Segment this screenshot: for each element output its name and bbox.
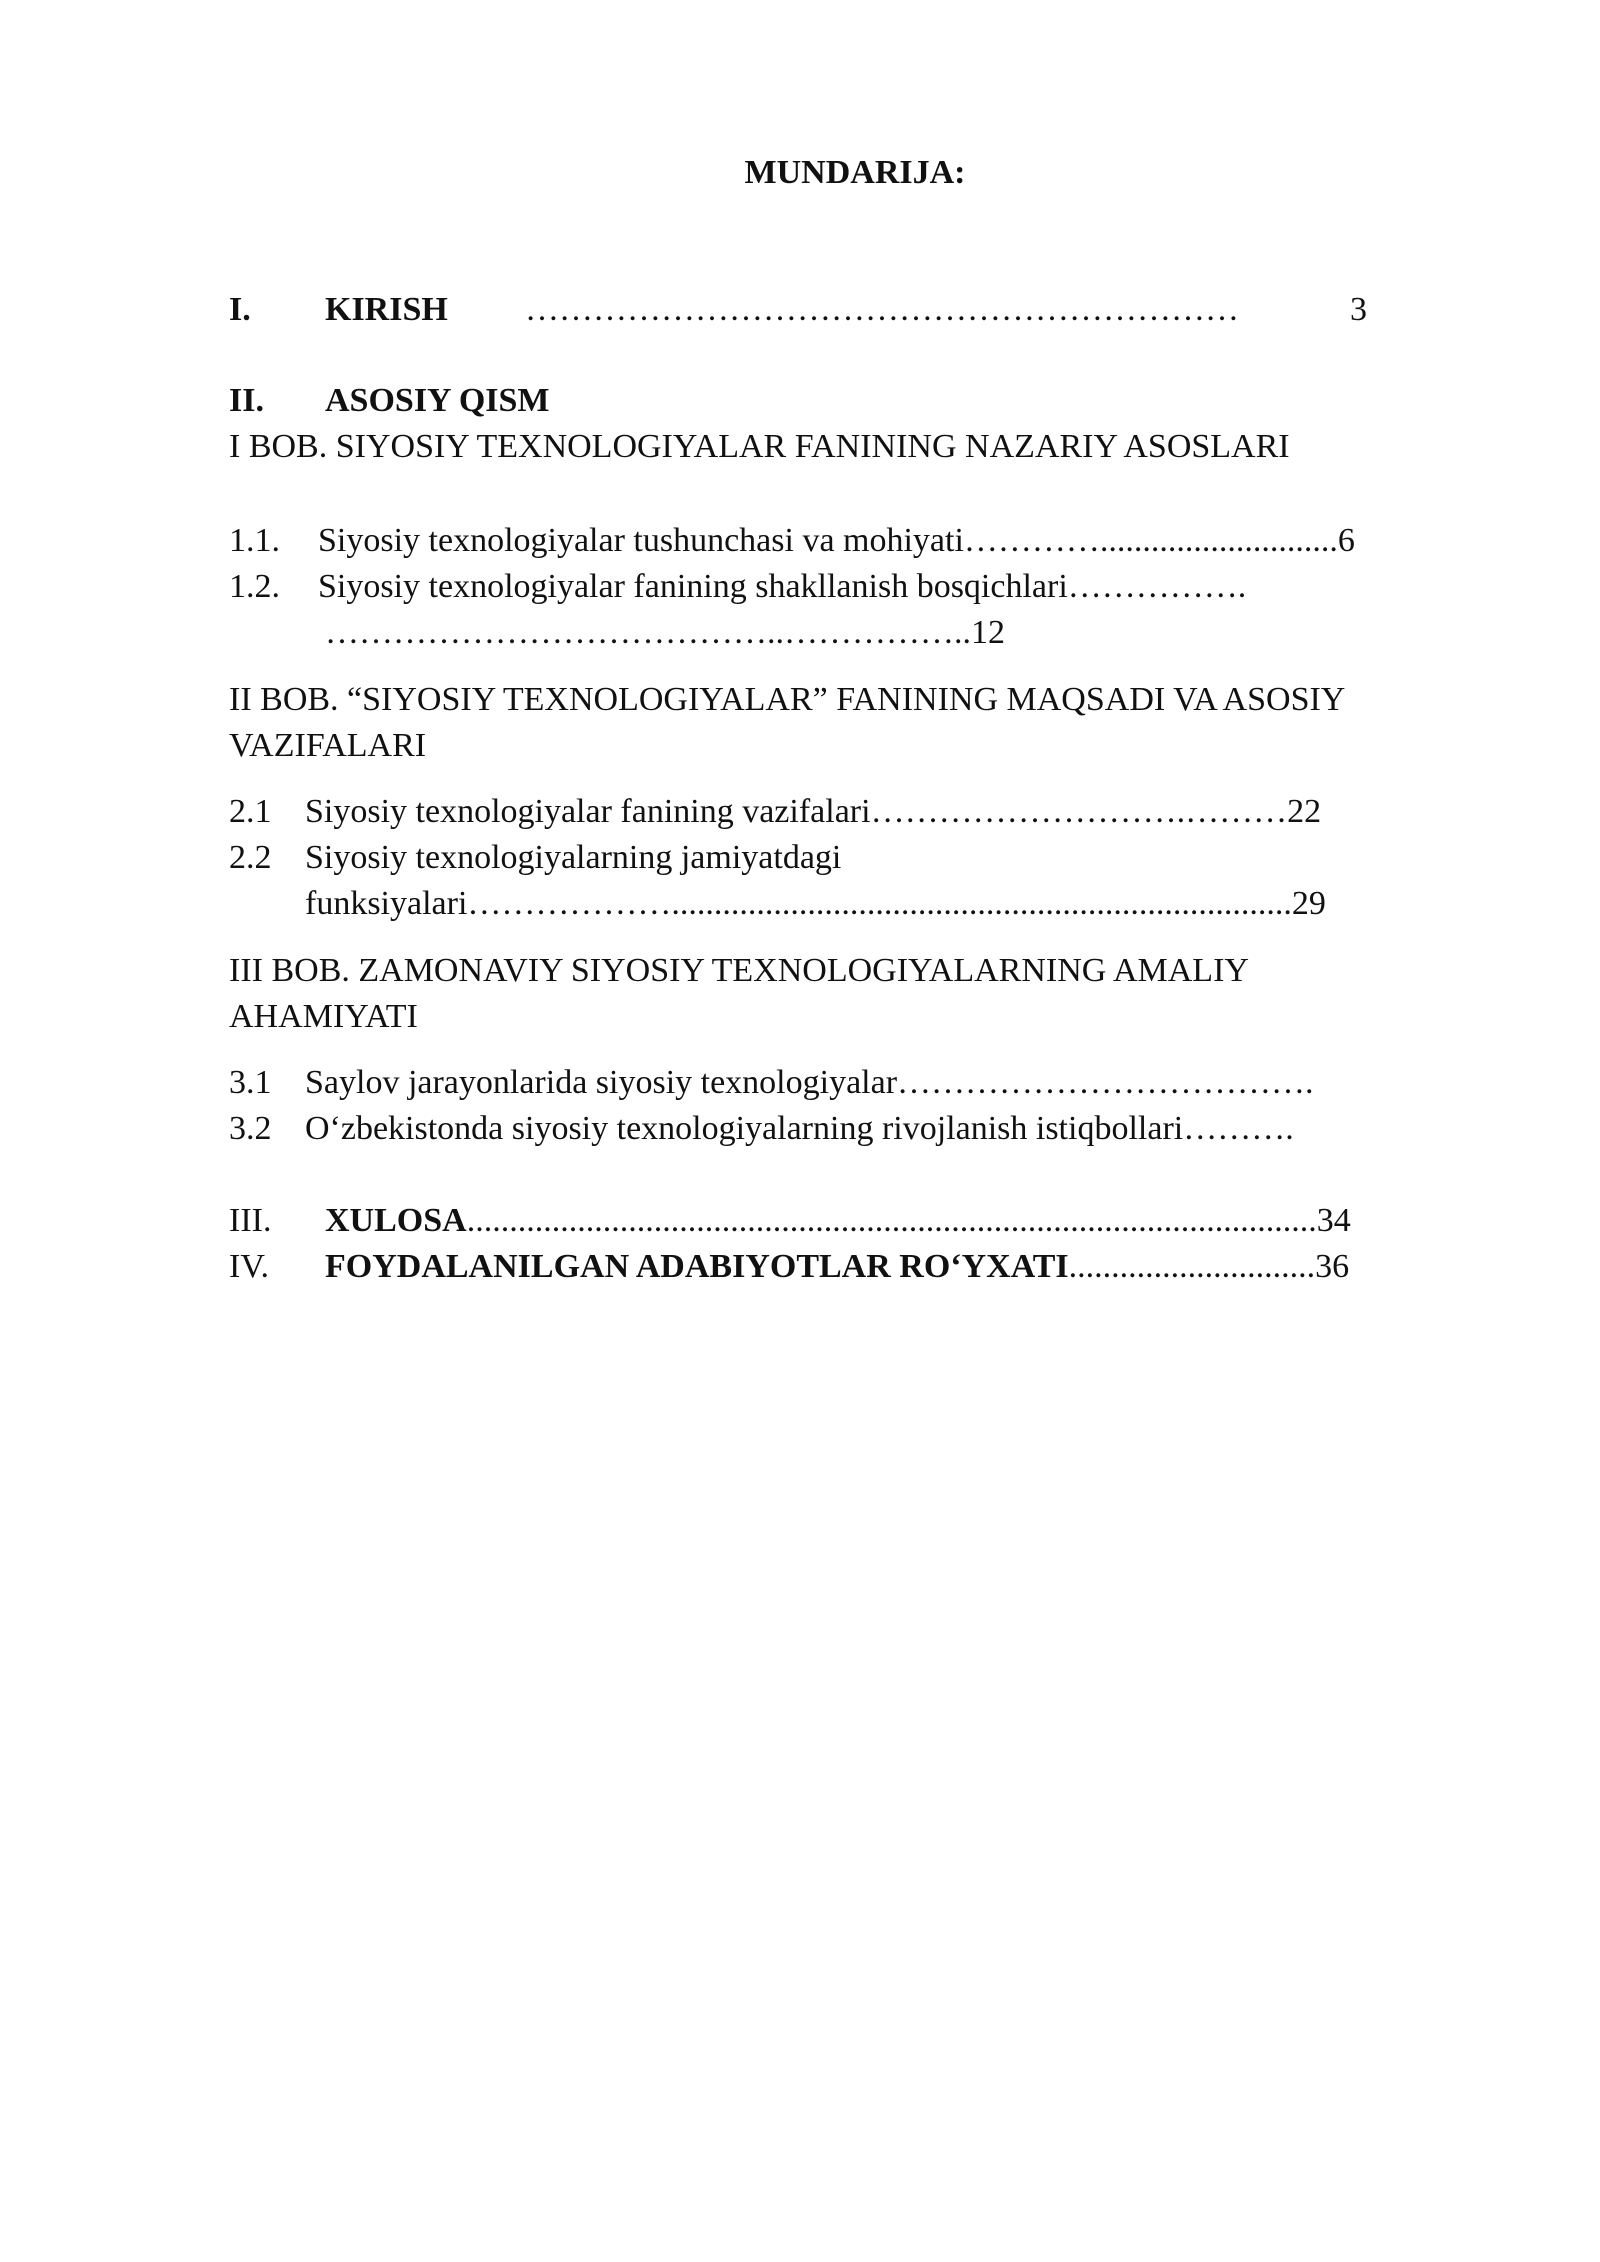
section-3-1-text: Saylov jarayonlarida siyosiy texnologiyalar………………………………. — [305, 1064, 1314, 1101]
section-1-2-continuation: …………………………………..……………..12 — [325, 614, 1005, 651]
section-3-2-number: 3.2 — [229, 1110, 272, 1147]
kirish-numeral: I. — [229, 291, 251, 328]
xulosa-page: 34 — [1316, 1202, 1351, 1239]
section-2-2-text: Siyosiy texnologiyalarning jamiyatdagi — [305, 839, 842, 876]
section-1-2-number: 1.2. — [229, 568, 280, 605]
chapter-2-heading-line2: VAZIFALARI — [229, 727, 427, 764]
section-1-1-text: Siyosiy texnologiyalar tushunchasi va mohiyati…………............................6 — [318, 522, 1355, 559]
adabiyot-entry — [325, 1244, 1349, 1290]
kirish-page: 3 — [1350, 291, 1367, 328]
xulosa-dots: .................................................................................................... — [466, 1202, 1317, 1239]
adabiyot-dots: ............................. — [1068, 1248, 1316, 1285]
section-2-1-text: Siyosiy texnologiyalar fanining vazifalari……………………….………22 — [305, 793, 1322, 830]
chapter-3-heading-line2: AHAMIYATI — [229, 998, 418, 1035]
adabiyot-numeral: IV. — [229, 1248, 269, 1285]
section-2-2-continuation: funksiyalari……………….........................................................................29 — [305, 885, 1326, 922]
section-1-1-number: 1.1. — [229, 522, 280, 559]
section-1-2-text: Siyosiy texnologiyalar fanining shakllanish bosqichlari……………. — [318, 568, 1247, 605]
adabiyot-label: FOYDALANILGAN ADABIYOTLAR RO‘YXATI — [325, 1248, 1069, 1285]
chapter-2-heading-line1: II BOB. “SIYOSIY TEXNOLOGIYALAR” FANINING MAQSADI VA ASOSIY — [229, 681, 1346, 718]
chapter-1-heading: I BOB. SIYOSIY TEXNOLOGIYALAR FANINING NAZARIY ASOSLARI — [229, 428, 1290, 465]
section-3-1-number: 3.1 — [229, 1064, 272, 1101]
section-2-2-number: 2.2 — [229, 839, 272, 876]
section-3-2-text: O‘zbekistonda siyosiy texnologiyalarning rivojlanish istiqbollari………. — [305, 1110, 1294, 1147]
asosiy-numeral: II. — [229, 382, 264, 419]
kirish-label: KIRISH — [325, 291, 448, 328]
adabiyot-page: 36 — [1315, 1248, 1350, 1285]
kirish-dots: ……………………………………………………… — [525, 291, 1239, 328]
xulosa-numeral: III. — [229, 1202, 272, 1239]
asosiy-label: ASOSIY QISM — [325, 382, 550, 419]
chapter-3-heading-line1: III BOB. ZAMONAVIY SIYOSIY TEXNOLOGIYALARNING AMALIY — [229, 952, 1249, 989]
xulosa-entry — [325, 1198, 1351, 1244]
section-2-1-number: 2.1 — [229, 793, 272, 830]
page-title: MUNDARIJA: — [744, 154, 966, 191]
xulosa-label: XULOSA — [325, 1202, 467, 1239]
